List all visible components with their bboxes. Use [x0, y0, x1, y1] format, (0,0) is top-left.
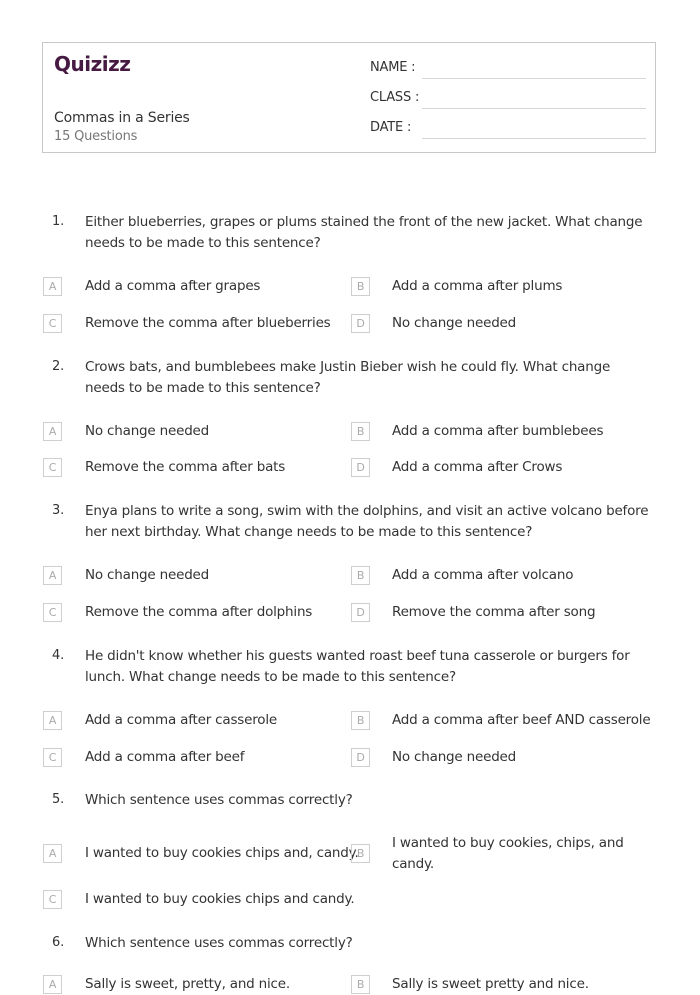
worksheet-header: [42, 42, 656, 153]
option-text: Sally is sweet, pretty, and nice.: [85, 976, 290, 992]
option-letter-box: A: [43, 566, 62, 585]
class-label: CLASS :: [370, 90, 420, 105]
name-label: NAME :: [370, 60, 416, 75]
option-text: I wanted to buy cookies chips and candy.: [85, 891, 355, 907]
option-text: Add a comma after grapes: [85, 278, 261, 294]
option-letter-box: D: [351, 603, 370, 622]
date-label: DATE :: [370, 120, 412, 135]
option-letter-box: C: [43, 458, 62, 477]
option-letter-box: D: [351, 314, 370, 333]
option-text: Add a comma after volcano: [392, 567, 574, 583]
question-text: Either blueberries, grapes or plums stained the front of the new jacket. What change needs to be made to this sentence?: [85, 214, 643, 251]
question-count: 15 Questions: [54, 129, 138, 144]
option-text: Remove the comma after dolphins: [85, 604, 313, 620]
quizizz-logo: Quizizz: [54, 52, 131, 76]
option-letter-box: A: [43, 711, 62, 730]
question-number: 1.: [52, 214, 65, 229]
option-text: Add a comma after beef: [85, 749, 245, 765]
question-number: 3.: [52, 503, 65, 518]
option-text: No change needed: [85, 567, 210, 583]
question-text: Which sentence uses commas correctly?: [85, 935, 353, 951]
option-text: Remove the comma after song: [392, 604, 596, 620]
option-letter-box: B: [351, 711, 370, 730]
option-letter-box: B: [351, 975, 370, 994]
option-letter-box: B: [351, 844, 370, 863]
option-letter-box: A: [43, 422, 62, 441]
option-text: I wanted to buy cookies chips and, candy.: [85, 845, 359, 861]
option-text: Remove the comma after bats: [85, 459, 286, 475]
option-letter-box: C: [43, 748, 62, 767]
option-text: Add a comma after casserole: [85, 712, 278, 728]
option-text: Remove the comma after blueberries: [85, 315, 331, 331]
option-text: No change needed: [392, 315, 517, 331]
option-letter-box: D: [351, 748, 370, 767]
question-number: 2.: [52, 359, 65, 374]
date-line: [422, 138, 646, 139]
question-number: 6.: [52, 935, 65, 950]
worksheet-title: Commas in a Series: [54, 110, 190, 126]
option-letter-box: B: [351, 422, 370, 441]
option-text: Add a comma after Crows: [392, 459, 563, 475]
option-text: Sally is sweet pretty and nice.: [392, 976, 589, 992]
name-line: [422, 78, 646, 79]
option-text: Add a comma after bumblebees: [392, 423, 604, 439]
option-letter-box: D: [351, 458, 370, 477]
option-text: Add a comma after plums: [392, 278, 563, 294]
question-number: 4.: [52, 648, 65, 663]
question-text: Crows bats, and bumblebees make Justin Bieber wish he could fly. What change needs to be made to this sentence?: [85, 359, 611, 396]
option-letter-box: C: [43, 314, 62, 333]
option-text: Add a comma after beef AND casserole: [392, 712, 651, 728]
option-letter-box: B: [351, 566, 370, 585]
option-text: No change needed: [392, 749, 517, 765]
option-letter-box: C: [43, 890, 62, 909]
class-line: [422, 108, 646, 109]
option-text: I wanted to buy cookies, chips, and candy.: [392, 835, 624, 872]
option-letter-box: A: [43, 844, 62, 863]
question-text: Which sentence uses commas correctly?: [85, 792, 353, 808]
option-text: No change needed: [85, 423, 210, 439]
option-letter-box: A: [43, 277, 62, 296]
question-number: 5.: [52, 792, 65, 807]
question-text: He didn't know whether his guests wanted roast beef tuna casserole or burgers for lunch. What change needs to be made to this sentence?: [85, 648, 630, 685]
question-text: Enya plans to write a song, swim with the dolphins, and visit an active volcano before her next birthday. What change needs to be made to this sentence?: [85, 503, 649, 540]
option-letter-box: A: [43, 975, 62, 994]
option-letter-box: C: [43, 603, 62, 622]
option-letter-box: B: [351, 277, 370, 296]
